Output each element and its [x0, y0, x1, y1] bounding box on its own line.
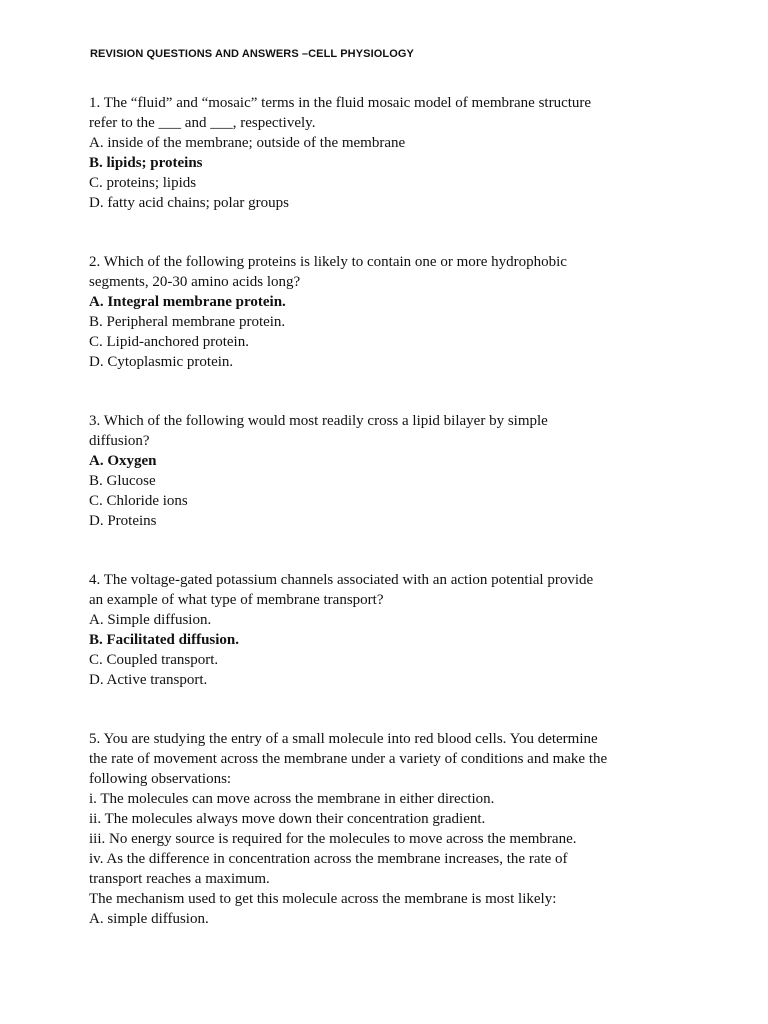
question-text-line: an example of what type of membrane transport? — [89, 592, 384, 608]
question-text-line: 3. Which of the following would most readily cross a lipid bilayer by simple — [89, 413, 548, 429]
question-text-line: 2. Which of the following proteins is likely to contain one or more hydrophobic — [89, 254, 567, 270]
answer-option: C. proteins; lipids — [89, 175, 197, 191]
question-text-line: transport reaches a maximum. — [89, 871, 270, 887]
answer-option: C. Lipid-anchored protein. — [89, 334, 249, 350]
answer-option: C. Chloride ions — [89, 493, 188, 509]
answer-option: A. Simple diffusion. — [89, 612, 212, 628]
answer-option-correct: A. Integral membrane protein. — [89, 294, 286, 310]
question-text-line: the rate of movement across the membrane under a variety of conditions and make the — [89, 751, 608, 767]
answer-option: C. Coupled transport. — [89, 652, 219, 668]
answer-option: A. inside of the membrane; outside of the membrane — [89, 135, 406, 151]
question-text-line: The mechanism used to get this molecule across the membrane is most likely: — [89, 891, 557, 907]
question-5 — [89, 729, 689, 929]
question-3 — [89, 411, 689, 531]
document-title: REVISION QUESTIONS AND ANSWERS –CELL PHYSIOLOGY — [90, 48, 414, 60]
answer-option-correct: B. lipids; proteins — [89, 155, 203, 171]
answer-option: A. simple diffusion. — [89, 911, 209, 927]
question-text-line: 5. You are studying the entry of a small molecule into red blood cells. You determine — [89, 731, 598, 747]
answer-option: D. Active transport. — [89, 672, 208, 688]
answer-option: D. Proteins — [89, 513, 157, 529]
question-4 — [89, 570, 689, 690]
question-text-line: 1. The “fluid” and “mosaic” terms in the fluid mosaic model of membrane structure — [89, 95, 592, 111]
question-text-line: following observations: — [89, 771, 232, 787]
answer-option-correct: B. Facilitated diffusion. — [89, 632, 240, 648]
question-text-line: diffusion? — [89, 433, 150, 449]
question-text-line: segments, 20-30 amino acids long? — [89, 274, 301, 290]
question-text-line: iv. As the difference in concentration across the membrane increases, the rate of — [89, 851, 568, 867]
answer-option-correct: A. Oxygen — [89, 453, 157, 469]
question-2 — [89, 252, 689, 372]
question-text-line: i. The molecules can move across the membrane in either direction. — [89, 791, 495, 807]
question-text-line: refer to the ___ and ___, respectively. — [89, 115, 316, 131]
question-text-line: ii. The molecules always move down their concentration gradient. — [89, 811, 486, 827]
answer-option: B. Peripheral membrane protein. — [89, 314, 286, 330]
answer-option: D. Cytoplasmic protein. — [89, 354, 234, 370]
question-1 — [89, 93, 689, 213]
answer-option: B. Glucose — [89, 473, 156, 489]
answer-option: D. fatty acid chains; polar groups — [89, 195, 289, 211]
question-text-line: 4. The voltage-gated potassium channels associated with an action potential provide — [89, 572, 594, 588]
question-text-line: iii. No energy source is required for the molecules to move across the membrane. — [89, 831, 577, 847]
